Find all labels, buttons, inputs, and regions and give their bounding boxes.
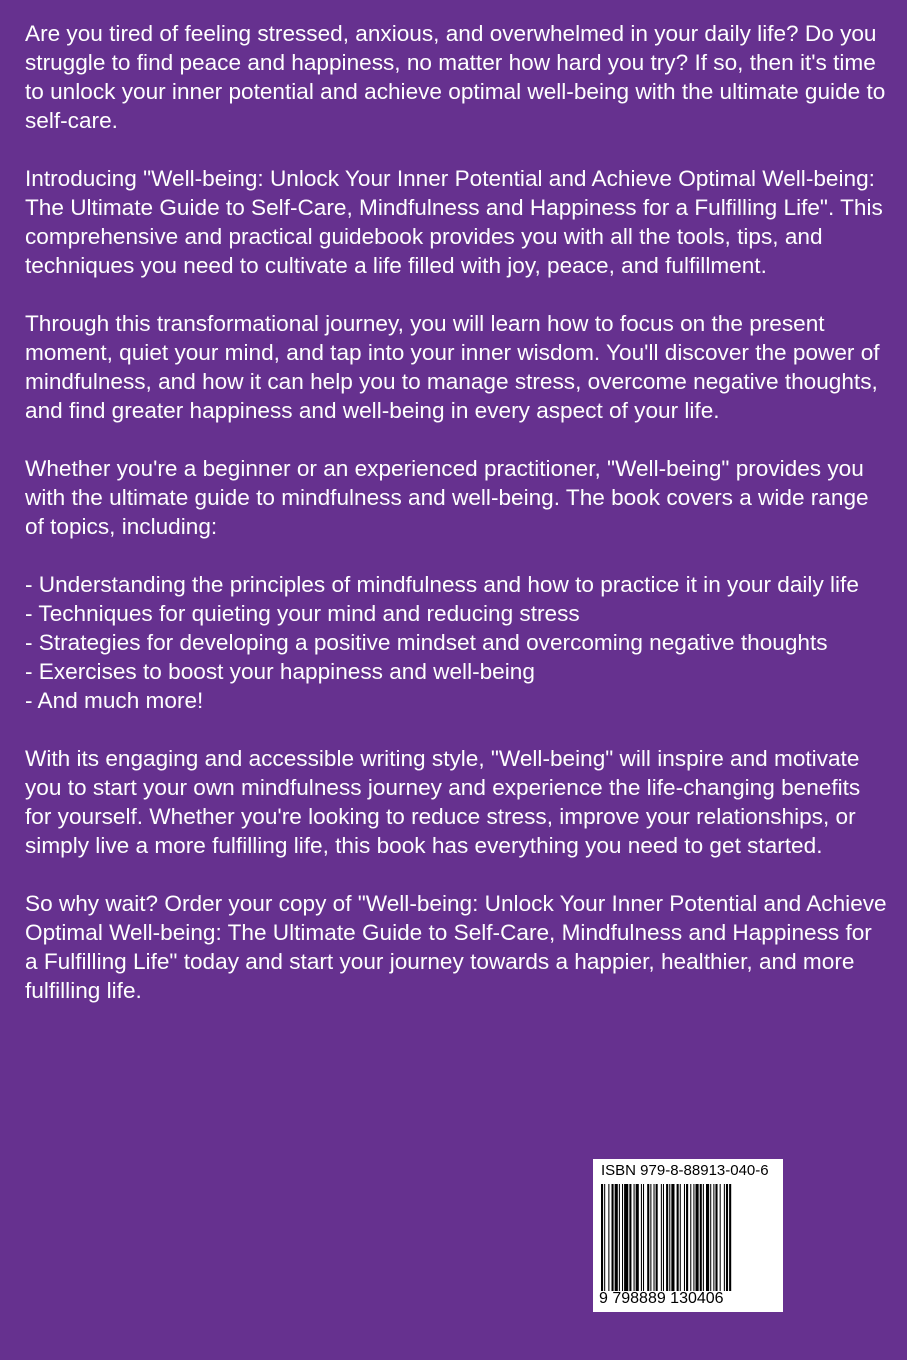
isbn-label: ISBN 979-8-88913-040-6 <box>601 1162 769 1179</box>
topics-list <box>25 570 887 715</box>
list-item: - And much more! <box>25 688 204 713</box>
list-item: - Understanding the principles of mindfulness and how to practice it in your daily life <box>25 572 859 597</box>
barcode-bars <box>601 1184 777 1291</box>
barcode-digits: 9 798889 130406 <box>599 1290 724 1307</box>
closing-paragraph-2: So why wait? Order your copy of "Well-being: Unlock Your Inner Potential and Achieve Optimal Well-being: The Ultimate Guide to Self-Care, Mindfulness and Happiness for a Fulfilling Life" today and start your journey towards a happier, healthier, and more fulfilling life. <box>25 891 887 1003</box>
blurb-text <box>25 19 887 1034</box>
isbn-barcode <box>593 1159 783 1312</box>
list-item: - Techniques for quieting your mind and reducing stress <box>25 601 580 626</box>
blurb-paragraph-4: Whether you're a beginner or an experienced practitioner, "Well-being" provides you with the ultimate guide to mindfulness and well-being. The book covers a wide range of topics, including: <box>25 456 869 539</box>
blurb-paragraph-1: Are you tired of feeling stressed, anxious, and overwhelmed in your daily life? Do you struggle to find peace and happiness, no matter how hard you try? If so, then it's time to unlock your inner potential and achieve optimal well-being with the ultimate guide to self-care. <box>25 21 886 133</box>
blurb-paragraph-2: Introducing "Well-being: Unlock Your Inner Potential and Achieve Optimal Well-being: The Ultimate Guide to Self-Care, Mindfulness and Happiness for a Fulfilling Life". This comprehensive and practical guidebook provides you with all the tools, tips, and techniques you need to cultivate a life filled with joy, peace, and fulfillment. <box>25 166 883 278</box>
closing-paragraph-1: With its engaging and accessible writing style, "Well-being" will inspire and motivate you to start your own mindfulness journey and experience the life-changing benefits for yourself. Whether you're looking to reduce stress, improve your relationships, or simply live a more fulfilling life, this book has everything you need to get started. <box>25 746 861 858</box>
list-item: - Strategies for developing a positive mindset and overcoming negative thoughts <box>25 630 828 655</box>
list-item: - Exercises to boost your happiness and well-being <box>25 659 535 684</box>
blurb-paragraph-3: Through this transformational journey, you will learn how to focus on the present moment, quiet your mind, and tap into your inner wisdom. You'll discover the power of mindfulness, and how it can help you to manage stress, overcome negative thoughts, and find greater happiness and well-being in every aspect of your life. <box>25 311 880 423</box>
